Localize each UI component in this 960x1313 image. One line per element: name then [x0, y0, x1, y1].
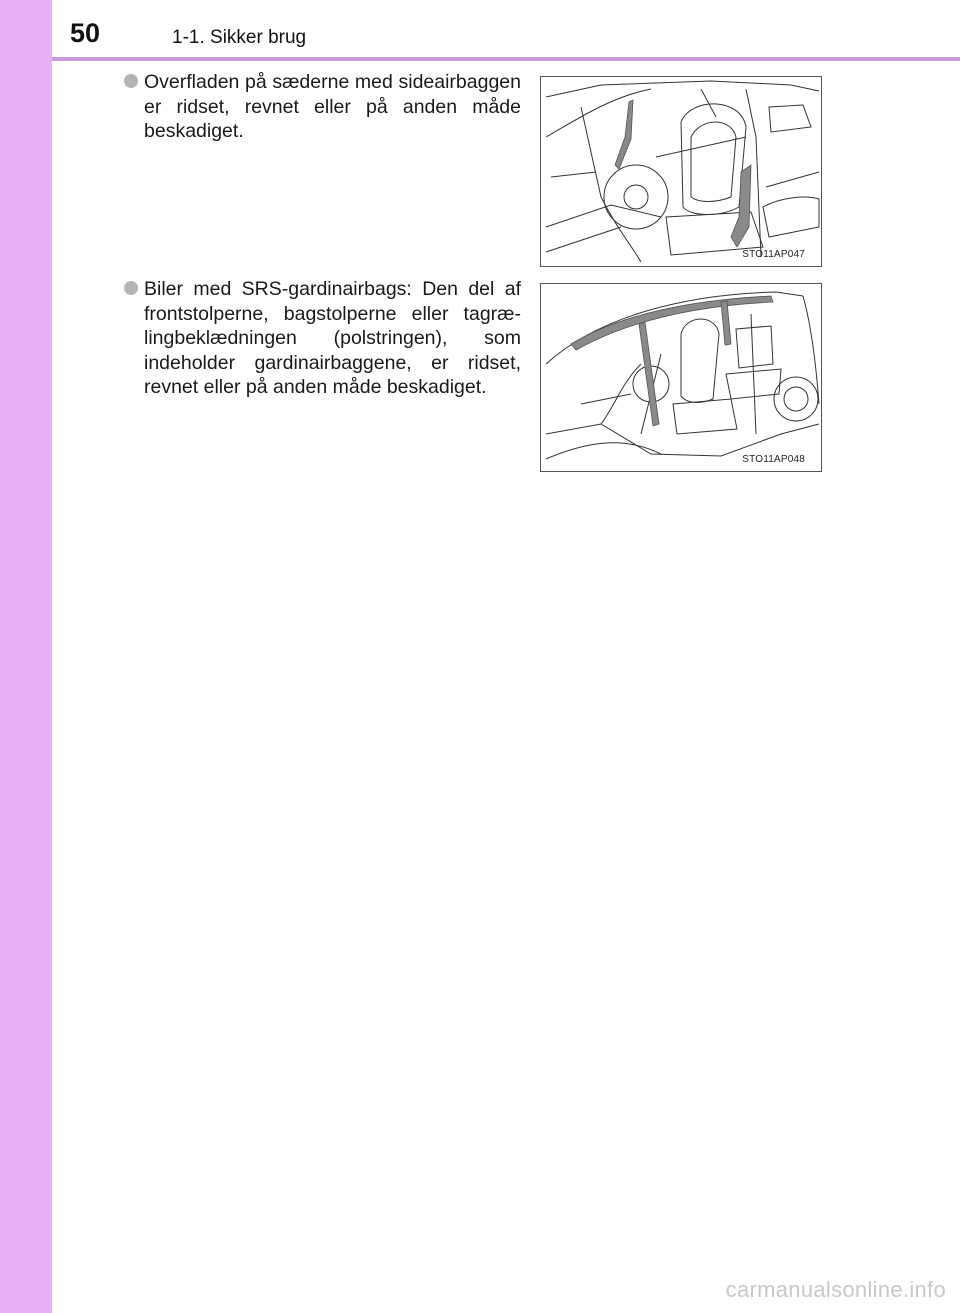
- section-title: 1-1. Sikker brug: [172, 27, 307, 48]
- figure-curtain-airbag: [540, 283, 822, 472]
- list-item-text: Biler med SRS-gardinairbags: Den del af frontstolperne, bagstolperne eller tagrælingbeklædningen (polstringen), som indeholder gardinairbaggene, er ridset, revnet eller på anden måde beskadiget.: [144, 278, 521, 398]
- figure-code: STO11AP047: [742, 249, 805, 260]
- list-item-seat-airbag: [124, 70, 521, 144]
- chapter-side-band: [0, 0, 52, 1313]
- curtain-airbag-illustration: [541, 284, 821, 471]
- figure-seat-side-airbag: [540, 76, 822, 267]
- watermark: carmanualsonline.info: [725, 1277, 946, 1302]
- seat-airbag-illustration: [541, 77, 821, 266]
- bullet-icon: [124, 281, 138, 295]
- list-item-curtain-airbag: [124, 277, 521, 400]
- bullet-icon: [124, 74, 138, 88]
- list-item-text: Overfladen på sæderne med sideairbaggen er ridset, revnet eller på anden måde beskadiget.: [144, 71, 521, 142]
- page-number: 50: [70, 18, 101, 48]
- header-divider: [52, 57, 960, 61]
- figure-code: STO11AP048: [742, 454, 805, 465]
